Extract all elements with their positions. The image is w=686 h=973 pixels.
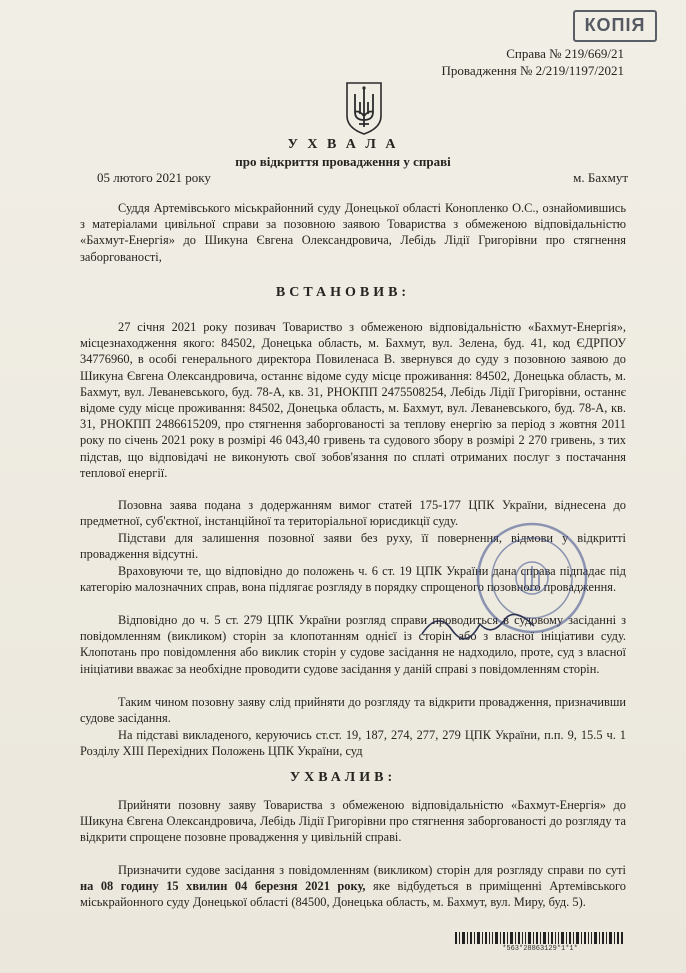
- ruling-2-text-before: Призначити судове засідання з повідомленням (викликом) сторін для розгляду справи по суті: [118, 863, 626, 877]
- established-paragraph-2: Позовна заява подана з додержанням вимог статей 175-177 ЦПК України, віднесена до предметної, суб'єктної, інстанційної та територіальної юрисдикції суду.: [80, 498, 626, 529]
- document-city: м. Бахмут: [573, 170, 628, 185]
- established-paragraph-6: Таким чином позовну заяву слід прийняти до розгляду та відкрити провадження, призначивши судове засідання.: [80, 695, 626, 726]
- heading-established: ВСТАНОВИВ:: [275, 285, 411, 300]
- case-number: Справа № 219/669/21: [506, 46, 624, 61]
- heading-ruled: УХВАЛИВ:: [289, 770, 397, 785]
- signature-mark-icon: [418, 604, 538, 648]
- document-title: У Х В А Л А: [287, 137, 399, 152]
- coat-of-arms-icon: [344, 80, 384, 136]
- copy-stamp: КОПІЯ: [573, 10, 657, 42]
- ruling-2-hearing-time: на 08 годину 15 хвилин 04 березня 2021 року,: [80, 879, 366, 894]
- proceeding-number: Провадження № 2/219/1197/2021: [441, 63, 624, 78]
- established-paragraph-1: 27 січня 2021 року позивач Товариство з обмеженою відповідальністю «Бахмут-Енергія», місцезнаходження якого: 84502, Донецька область, м. Бахмут, вул. Зелена, буд. 41, код ЄДРПОУ 34776960, в особі генерального директора Повиленаса В. звернувся до суду з позовною заявою до Шикуна Євгена Олександровича, останнє відоме суду місце проживання: 84502, Донецька область, м. Бахмут, вул. Леваневського, буд. 78-А, кв. 31, РНОКПП 2475508254, Лебідь Лідії Григорівни, останнє відоме суду місце проживання: 84502, Донецька область, м. Бахмут, вул. Леваневського, буд. 78-А, кв. 31, РНОКПП 2486615209, про стягнення заборгованості за теплову енергію за період з жовтня 2011 року по січень 2021 року в розмірі 46 043,40 гривень та судового збору в розмірі 2 270 гривень, з тих підстав, що відповідачі не виконують свої зобов'язання по сплаті отриманих послуг з постачання теплової енергії.: [80, 320, 626, 480]
- barcode-number: *563*28863129*1*1*: [502, 945, 578, 953]
- established-paragraph-3: Підстави для залишення позовної заяви без руху, її повернення, відмови у відкритті провадження відсутні.: [80, 531, 626, 562]
- document-subtitle: про відкриття провадження у справі: [235, 154, 451, 169]
- intro-paragraph: Суддя Артемівського міськрайонний суду Донецької області Конопленко О.С., ознайомившись з матеріалами цивільної справи за позовною заявою Товариства з обмеженою відповідальністю «Бахмут-Енергія» до Шикуна Євгена Олександровича, Лебідь Лідії Григорівни про стягнення заборгованості,: [80, 201, 626, 264]
- ruling-paragraph-2: [80, 862, 626, 911]
- established-paragraph-5: Відповідно до ч. 5 ст. 279 ЦПК України розгляд справи проводиться в судовому засіданні з повідомленням (викликом) сторін за клопотанням однієї із сторін або з власної ініціативи суду. Клопотань про повідомлення або виклик сторін у судове засідання не надходило, проте, суд з власної ініціативи вважає за необхідне проводити судове засідання у даній справі з повідомленням сторін.: [80, 613, 626, 676]
- established-paragraph-4: Враховуючи те, що відповідно до положень ч. 6 ст. 19 ЦПК України дана справа підпадає під категорію малозначних справ, вона підлягає розгляду в порядку спрощеного позовного провадження.: [80, 564, 626, 595]
- ruling-paragraph-1: Прийняти позовну заяву Товариства з обмеженою відповідальністю «Бахмут-Енергія» до Шикуна Євгена Олександровича, Лебідь Лідії Григорівни про стягнення заборгованості до розгляду та відкрити спрощене позовне провадження у цивільній справі.: [80, 798, 626, 845]
- document-date: 05 лютого 2021 року: [97, 170, 211, 185]
- ruling-2-text-after: яке відбудеться в приміщенні Артемівського міськрайонного суду Донецької області (84500, Донецька область, м. Бахмут, вул. Миру, буд. 5).: [80, 879, 626, 910]
- barcode-icon: [455, 932, 625, 944]
- established-paragraph-7: На підставі викладеного, керуючись ст.ст. 19, 187, 274, 277, 279 ЦПК України, п.п. 9, 15.5 ч. 1 Розділу XIII Перехідних Положень ЦПК України, суд: [80, 728, 626, 759]
